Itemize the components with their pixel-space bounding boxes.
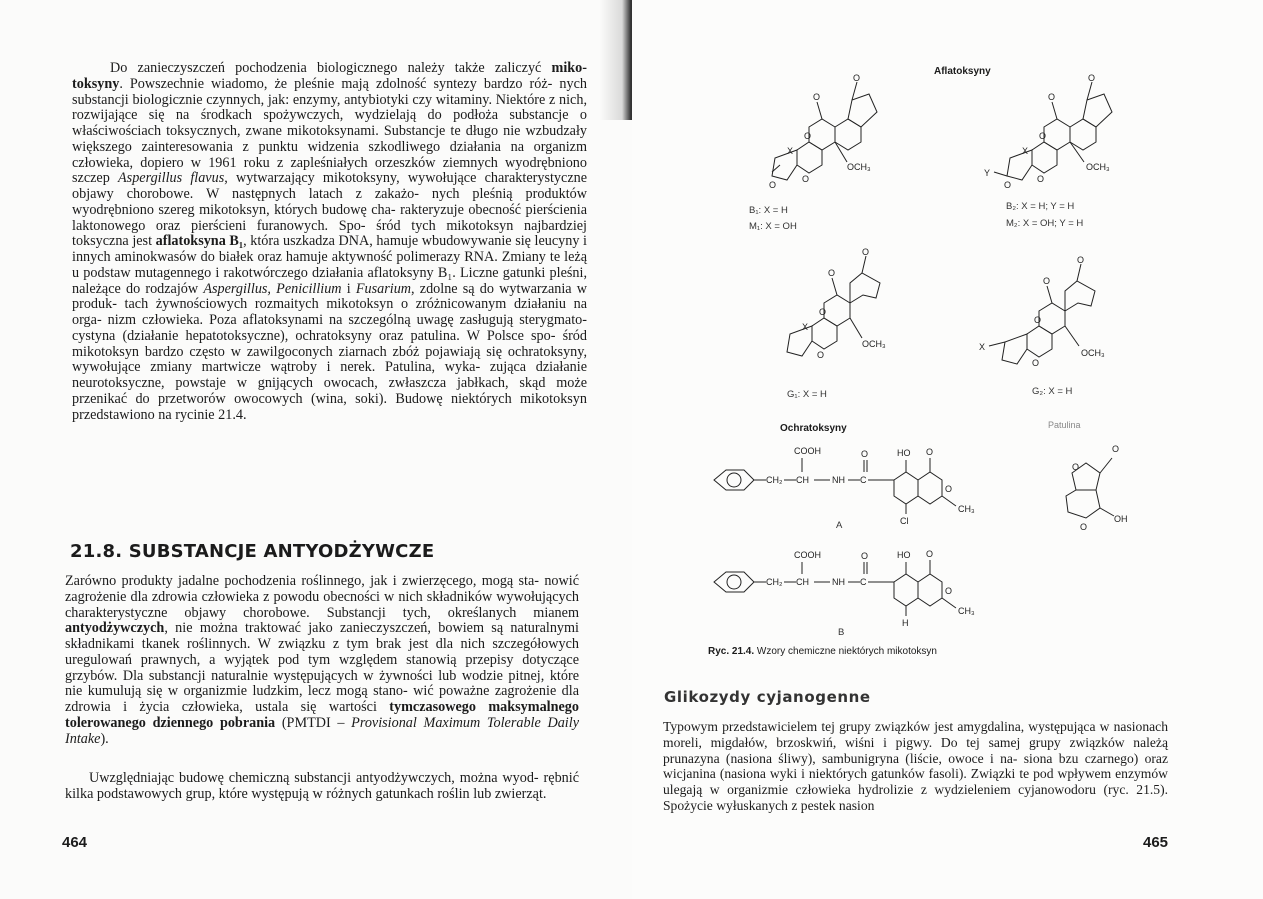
svg-text:O: O: [1112, 444, 1120, 454]
term-antyodzywczych: antyodżywczych: [65, 620, 165, 637]
term-mikotoksyny-a: miko-: [551, 60, 587, 76]
svg-text:OH: OH: [1114, 514, 1128, 524]
svg-text:O: O: [1088, 73, 1096, 83]
term-genera: Aspergillus, Penicillium: [203, 280, 342, 297]
svg-text:O: O: [861, 449, 869, 459]
svg-text:O: O: [945, 484, 953, 494]
label-g1: G₁: X = H: [787, 389, 827, 400]
svg-text:O: O: [1039, 131, 1047, 141]
svg-text:O: O: [769, 180, 777, 190]
svg-text:Cl: Cl: [900, 516, 909, 526]
svg-text:C: C: [860, 577, 867, 587]
svg-text:OCH₃: OCH₃: [847, 162, 871, 172]
svg-text:COOH: COOH: [794, 446, 821, 456]
label-m1: M₁: X = OH: [749, 221, 797, 232]
svg-text:O: O: [945, 586, 953, 596]
binding-shadow: [600, 0, 632, 120]
svg-text:Y: Y: [984, 168, 991, 178]
svg-text:CH₂: CH₂: [766, 577, 783, 587]
svg-text:O: O: [1077, 256, 1085, 265]
svg-text:HO: HO: [897, 448, 911, 458]
svg-text:O: O: [926, 549, 934, 559]
svg-text:CH₃: CH₃: [958, 606, 975, 616]
section-heading-antyodzywcze: 21.8. SUBSTANCJE ANTYODŻYWCZE: [70, 541, 435, 562]
svg-text:O: O: [853, 73, 861, 83]
structure-ochratoxin-a: [704, 440, 994, 530]
svg-text:X: X: [1022, 146, 1029, 156]
svg-text:CH: CH: [796, 577, 809, 587]
section-heading-glikozydy: Glikozydy cyjanogenne: [664, 688, 871, 706]
figure-title-ochratoxins: Ochratoksyny: [780, 423, 847, 434]
figure-caption: Ryc. 21.4. Wzory chemiczne niektórych mikotoksyn: [708, 646, 937, 657]
structure-aflatoxin-b2: [982, 72, 1142, 202]
right-page: [632, 0, 1263, 899]
svg-text:O: O: [1048, 92, 1056, 102]
term-mikotoksyny-b: toksyny: [72, 75, 120, 92]
page-number-left: 464: [62, 834, 88, 851]
svg-text:NH: NH: [832, 475, 845, 485]
svg-text:X: X: [979, 342, 986, 352]
svg-text:H: H: [902, 618, 909, 628]
term-ptmdi: tymczasowego maksymalnego tolerowanego dziennego pobrania: [65, 699, 579, 731]
svg-text:O: O: [1080, 522, 1088, 532]
svg-text:O: O: [817, 350, 825, 360]
svg-text:O: O: [926, 447, 934, 457]
svg-text:OCH₃: OCH₃: [862, 339, 886, 349]
label-ochratoxin-a: A: [836, 520, 843, 531]
structure-patulin: [1052, 438, 1142, 538]
term-aspergillus-flavus: Aspergillus flavus: [118, 170, 225, 187]
paragraph-glikozydy: Typowym przedstawicielem tej grupy związków jest amygdalina, występująca w nasionach moreli, migdałów, brzoskwiń, wiśni i pigwy. Do tej samej grupy związków należą prunazyna (nasiona śliwy), sambunigryna (liście, owoce i na- siona bzu czarnego) oraz wicjanina (nasiona wyki i niektórych gatunków fasoli). Związki te pod wpływem enzymów ulegają w organizmie człowieka hydrolizie z wydzieleniem cyjanowodoru (ryc. 21.5). Spożycie wyłuskanych z pestek nasion: [663, 719, 1168, 813]
svg-text:O: O: [802, 174, 810, 184]
svg-text:COOH: COOH: [794, 550, 821, 560]
page-number-right: 465: [1143, 834, 1169, 851]
svg-text:NH: NH: [832, 577, 845, 587]
paragraph-antinutrients: Zarówno produkty jadalne pochodzenia roślinnego, jak i zwierzęcego, mogą sta- nowić zagrożenie dla zdrowia człowieka z powodu obecności w nich składników wywołujących charakterystyczne objawy chorobowe. Substancji tych, określanych mianem antyodżywczych, nie można traktować jako zanieczyszczeń, bowiem są naturalnymi składnikami tkanek roślinnych. W związku z tym brak jest dla nich szczegółowych uregulowań prawnych, a wyjątek pod tym względem stanowią przepisy dotyczące grzybów. Dla substancji naturalnie występujących w żywności lub wodzie pitnej, które nie kumulują się w organizmie ludzkim, lecz mogą stano- wić poważne zagrożenie dla zdrowia i życia człowieka, ustala się wartości tymczasowego maksymalnego tolerowanego dziennego pobrania (PMTDI – Provisional Maximum Tolerable Daily Intake).: [65, 573, 579, 747]
term-ptmdi-english: Provisional Maximum Tolerable Daily Intake: [65, 714, 579, 747]
svg-text:OCH₃: OCH₃: [1086, 162, 1110, 172]
label-b2: B₂: X = H; Y = H: [1006, 201, 1075, 212]
svg-text:O: O: [813, 92, 821, 102]
structure-aflatoxin-g2: [977, 256, 1137, 386]
svg-text:O: O: [819, 307, 827, 317]
label-ochratoxin-b: B: [838, 627, 845, 638]
figure-title-aflatoxins: Aflatoksyny: [934, 66, 991, 77]
svg-text:C: C: [860, 475, 867, 485]
svg-text:OCH₃: OCH₃: [1081, 348, 1105, 358]
svg-text:O: O: [828, 268, 836, 278]
structure-aflatoxin-b1: [747, 72, 897, 202]
svg-text:O: O: [1034, 315, 1042, 325]
svg-text:O: O: [1037, 174, 1045, 184]
paragraph-mycotoxins: Do zanieczyszczeń pochodzenia biologicznego należy także zaliczyć miko- toksyny. Powszechnie wiadomo, że pleśnie mają zdolność syntezy bardzo róż- nych substancji biologicznie czynnych, jak: enzymy, antybiotyki czy witaminy. Niektóre z nich, rozwijające się na środkach spożywczych, wydzielają do podłoża substancje o właściwościach toksycznych, zwane mikotoksynami. Substancje te długo nie wzbudzały większego zainteresowania z punktu widzenia szkodliwego działania na organizm człowieka, dopiero w 1961 roku z zapleśniałych orzeszków ziemnych wyodrębniono szczep Aspergillus flavus, wytwarzający mikotoksyny, wywołujące charakterystyczne objawy chorobowe. W następnych latach z zakażo- nych pleśnią produktów wyodrębniono szereg mikotoksyn, których budowę cha- rakteryzuje obecność pierścienia laktonowego oraz pierścieni furanowych. Spo- śród tych mikotoksyn najbardziej toksyczna jest aflatoksyna B₁, która uszkadza DNA, hamuje wbudowywanie się leucyny i innych aminokwasów do białek oraz hamuje aktywność polimerazy RNA. Zmiany te leżą u podstaw mutagennego i rakotwórczego działania aflatoksyny B₁. Liczne gatunki pleśni, należące do rodzajów Aspergillus, Penicillium i Fusarium, zdolne są do wytwarzania w produk- tach żywnościowych rozmaitych mikotoksyn o zróżnicowanym działaniu na orga- nizm człowieka. Poza aflatoksynami na szczególną uwagę zasługują sterygmato- cystyna (działanie hepatotoksyczne), ochratoksyny oraz patulina. W Polsce spo- śród mikotoksyn bardzo często w zawilgoconych ziarnach zbóż pojawiają się ochratoksyny, wywołujące zmiany martwicze wątroby i nerek. Patulina, wyka- zująca działanie neurotoksyczne, powstaje w gnijących owocach, zwłaszcza jabłkach, skąd może przenikać do przetworów owocowych (wina, soki). Budowę niektórych mikotoksyn przedstawiono na rycinie 21.4.: [72, 60, 588, 423]
svg-text:O: O: [861, 551, 869, 561]
svg-text:O: O: [1072, 462, 1080, 472]
svg-text:O: O: [804, 131, 812, 141]
svg-text:CH₃: CH₃: [958, 504, 975, 514]
svg-text:O: O: [862, 248, 870, 257]
svg-text:X: X: [802, 322, 809, 332]
label-g2: G₂: X = H: [1032, 386, 1073, 397]
svg-text:O: O: [1004, 180, 1012, 190]
svg-text:CH: CH: [796, 475, 809, 485]
label-b1: B₁: X = H: [749, 205, 788, 216]
structure-ochratoxin-b: [704, 548, 994, 630]
svg-text:O: O: [1032, 358, 1040, 368]
term-aflatoksyna: aflatoksyna B₁: [155, 233, 244, 250]
svg-text:CH₂: CH₂: [766, 475, 783, 485]
figure-title-patulin: Patulina: [1048, 420, 1081, 430]
svg-text:X: X: [787, 146, 794, 156]
svg-text:HO: HO: [897, 550, 911, 560]
term-fusarium: Fusarium: [355, 280, 412, 297]
structure-aflatoxin-g1: [762, 248, 912, 378]
svg-text:O: O: [1043, 276, 1051, 286]
label-m2: M₂: X = OH; Y = H: [1006, 218, 1084, 229]
paragraph-groups: Uwzględniając budowę chemiczną substancji antyodżywczych, można wyod- rębnić kilka podstawowych grup, które występują w różnych gatunkach roślin lub zwierząt.: [65, 770, 579, 802]
